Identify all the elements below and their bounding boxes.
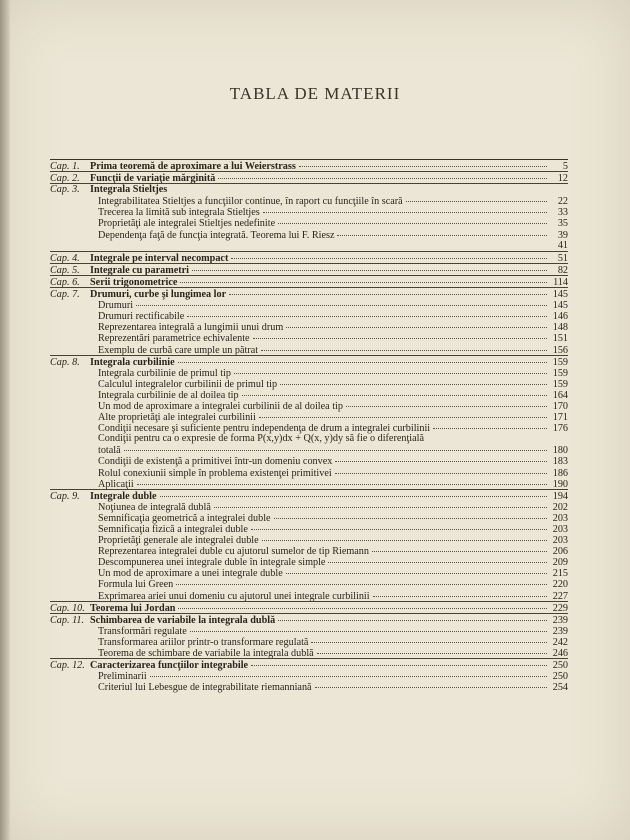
page-number: 246 <box>552 648 568 660</box>
page-number: 215 <box>552 568 568 580</box>
section-title: Noţiunea de integrală dublă <box>98 501 211 513</box>
page-number: 114 <box>553 276 568 288</box>
chapter-number: Cap. 2. <box>50 173 80 185</box>
dot-leader <box>274 510 547 519</box>
page-number: 190 <box>552 478 568 490</box>
dot-leader <box>427 431 547 439</box>
chapter-title: Drumuri, curbe şi lungimea lor <box>90 289 227 301</box>
dot-leader <box>251 657 547 666</box>
chapter-number: Cap. 3. <box>50 184 80 196</box>
section-title: Dependenţa faţă de funcţia integrată. Teorema lui F. Riesz <box>98 229 335 241</box>
toc-section-row <box>50 681 568 692</box>
page-number: 227 <box>552 590 568 602</box>
page-number: 159 <box>552 378 568 390</box>
dot-leader <box>263 204 547 213</box>
dot-leader <box>335 453 547 462</box>
page-number: 209 <box>552 557 568 569</box>
page-number: 250 <box>552 660 568 672</box>
dot-leader <box>187 308 547 317</box>
dot-leader <box>337 227 547 236</box>
chapter-number: Cap. 12. <box>50 660 85 672</box>
dot-leader <box>178 600 547 609</box>
page-number: 206 <box>552 546 568 558</box>
chapter-title: Teorema lui Jordan <box>90 602 176 614</box>
chapter-title: Integrala Stieltjes <box>90 184 168 196</box>
page-number: 186 <box>552 467 568 479</box>
page-number: 159 <box>552 356 568 368</box>
section-title: Aplicaţii <box>98 478 134 490</box>
chapter-title: Integrale cu parametri <box>90 264 190 276</box>
page-number: 202 <box>552 501 568 513</box>
dot-leader <box>150 668 547 677</box>
page-number: 51 <box>557 252 568 264</box>
dot-leader <box>190 623 547 632</box>
dot-leader <box>315 679 547 688</box>
page-number: 148 <box>552 322 568 334</box>
dot-leader <box>433 420 547 429</box>
page-number: 156 <box>552 344 568 356</box>
chapter-number: Cap. 6. <box>50 276 80 288</box>
chapter-title: Integrala curbilinie <box>90 356 175 368</box>
section-title: Teorema de schimbare de variabile la integrala dublă <box>98 648 314 660</box>
section-title: Reprezentarea integrală a lungimii unui drum <box>98 322 284 334</box>
page-number: 146 <box>552 311 568 323</box>
section-title: Alte proprietăţi ale integralei curbilinii <box>98 412 256 424</box>
section-title: Preliminarii <box>98 671 147 683</box>
section-title: Formula lui Green <box>98 579 174 591</box>
dot-leader <box>137 476 547 485</box>
dot-leader <box>311 634 547 643</box>
dot-leader <box>136 297 547 306</box>
dot-leader <box>251 521 547 530</box>
page-number: 5 <box>562 161 568 172</box>
page-number: 151 <box>552 333 568 345</box>
section-title: Condiţii pentru ca o expresie de forma P(x,y)dx + Q(x, y)dy să fie o diferenţială <box>98 433 424 445</box>
page-number: 239 <box>552 614 568 626</box>
page-number: 39 <box>557 229 568 241</box>
section-title: Calculul integralelor curbilinii de primul tip <box>98 378 278 390</box>
dot-leader <box>192 262 547 271</box>
section-title: Reprezentări parametrice echivalente <box>98 333 250 345</box>
dot-leader <box>335 465 547 474</box>
section-title: Semnificaţia fizică a integralei duble <box>98 524 248 535</box>
chapter-title: Integrale duble <box>90 490 157 502</box>
page-number: 171 <box>552 412 568 424</box>
dot-leader <box>261 342 547 351</box>
dot-leader <box>124 442 547 451</box>
dot-leader <box>262 532 547 541</box>
dot-leader <box>346 398 547 407</box>
dot-leader <box>229 286 547 295</box>
section-title: Un mod de aproximare a integralei curbilinii de al doilea tip <box>98 400 343 412</box>
dot-leader <box>218 170 547 179</box>
section-title: Condiţii de existenţă a primitivei într-un domeniu convex <box>98 456 333 468</box>
section-title: Integrala curbilinie de al doilea tip <box>98 389 239 401</box>
section-title: Proprietăţi generale ale integralei duble <box>98 535 259 547</box>
page-number: 254 <box>552 682 568 694</box>
page-number: 145 <box>552 300 568 312</box>
chapter-number: Cap. 8. <box>50 356 80 368</box>
section-title: Condiţii necesare şi suficiente pentru independenţa de drum a integralei curbilinii <box>98 423 431 435</box>
page-binding-edge <box>0 0 10 840</box>
chapter-number: Cap. 5. <box>50 264 80 276</box>
page-number: 183 <box>552 456 568 468</box>
page-number: 164 <box>552 389 568 401</box>
dot-leader <box>170 182 547 190</box>
dot-leader <box>242 387 547 396</box>
dot-leader <box>372 543 547 552</box>
chapter-title: Caracterizarea funcţiilor integrabile <box>90 660 249 672</box>
page-number: 82 <box>557 264 568 276</box>
chapter-number: Cap. 1. <box>50 161 80 172</box>
page-number: 220 <box>552 579 568 591</box>
dot-leader <box>328 554 547 563</box>
chapter-title: Integrale pe interval necompact <box>90 252 229 264</box>
page-number: 203 <box>552 535 568 547</box>
chapter-number: Cap. 4. <box>50 252 80 264</box>
dot-leader <box>259 409 547 418</box>
page-number: 203 <box>552 524 568 535</box>
dot-leader <box>180 274 547 283</box>
section-title: Drumuri rectificabile <box>98 311 185 323</box>
section-title: Reprezentarea integralei duble cu ajutorul sumelor de tip Riemann <box>98 546 369 558</box>
dot-leader <box>253 330 547 339</box>
dot-leader <box>178 354 547 363</box>
chapter-title: Serii trigonometrice <box>90 276 178 288</box>
dot-leader <box>176 576 547 585</box>
section-title: Criteriul lui Lebesgue de integrabilitate riemanniană <box>98 682 312 694</box>
page-number: 41 <box>557 239 568 251</box>
dot-leader <box>286 319 547 328</box>
section-title: Rolul conexiunii simple în problema existenţei primitivei <box>98 467 332 479</box>
dot-leader <box>406 193 547 202</box>
page-number: 12 <box>557 173 568 185</box>
section-title: Transformări regulate <box>98 625 187 637</box>
dot-leader <box>317 645 547 654</box>
section-title: Integrala curbilinie de primul tip <box>98 367 231 379</box>
page-number: 194 <box>552 490 568 502</box>
dot-leader <box>280 376 547 385</box>
dot-leader <box>231 250 547 259</box>
dot-leader <box>234 365 547 374</box>
page-number: 203 <box>552 512 568 524</box>
section-title: Exemplu de curbă care umple un pătrat <box>98 344 259 356</box>
page-number: 242 <box>552 636 568 648</box>
section-title: Integrabilitatea Stieltjes a funcţiilor continue, în raport cu funcţiile în scară <box>98 196 403 208</box>
chapter-number: Cap. 7. <box>50 289 80 301</box>
page-number: 170 <box>552 400 568 412</box>
page-number: 33 <box>557 207 568 219</box>
page-number: 35 <box>557 218 568 230</box>
dot-leader <box>278 215 547 224</box>
chapter-number: Cap. 10. <box>50 602 85 614</box>
section-title: Semnificaţia geometrică a integralei duble <box>98 512 271 524</box>
page-number: 145 <box>552 289 568 301</box>
section-title: Transformarea ariilor printr-o transformare regulată <box>98 636 309 648</box>
dot-leader <box>278 612 547 621</box>
chapter-title: Prima teoremă de aproximare a lui Weierstrass <box>90 161 296 172</box>
dot-leader <box>286 565 547 574</box>
dot-leader <box>53 238 547 246</box>
page-number: 159 <box>552 367 568 379</box>
section-title: Un mod de aproximare a unei integrale duble <box>98 568 283 580</box>
page-number: 176 <box>552 423 568 435</box>
page-number: 229 <box>552 602 568 614</box>
dot-leader <box>160 488 547 497</box>
section-title: Proprietăţi ale integralei Stieltjes nedefinite <box>98 218 276 230</box>
chapter-title: Schimbarea de variabile la integrala dublă <box>90 614 276 626</box>
dot-leader <box>299 158 547 167</box>
chapter-title: Funcţii de variaţie mărginită <box>90 173 216 185</box>
dot-leader <box>373 588 547 597</box>
section-title: Exprimarea ariei unui domeniu cu ajutorul unei integrale curbilinii <box>98 590 370 602</box>
section-title: totală <box>98 445 121 457</box>
page-number: 22 <box>557 196 568 208</box>
section-title: Drumuri <box>98 300 134 312</box>
section-title: Trecerea la limită sub integrala Stieltjes <box>98 207 260 219</box>
page-number: 250 <box>552 671 568 683</box>
page-title: TABLA DE MATERII <box>229 84 401 103</box>
chapter-number: Cap. 9. <box>50 490 80 502</box>
section-title: Descompunerea unei integrale duble în integrale simple <box>98 557 326 569</box>
page-number: 239 <box>552 625 568 637</box>
chapter-number: Cap. 11. <box>50 614 85 626</box>
page-number: 180 <box>552 445 568 457</box>
dot-leader <box>214 499 547 508</box>
table-of-contents <box>50 159 568 692</box>
